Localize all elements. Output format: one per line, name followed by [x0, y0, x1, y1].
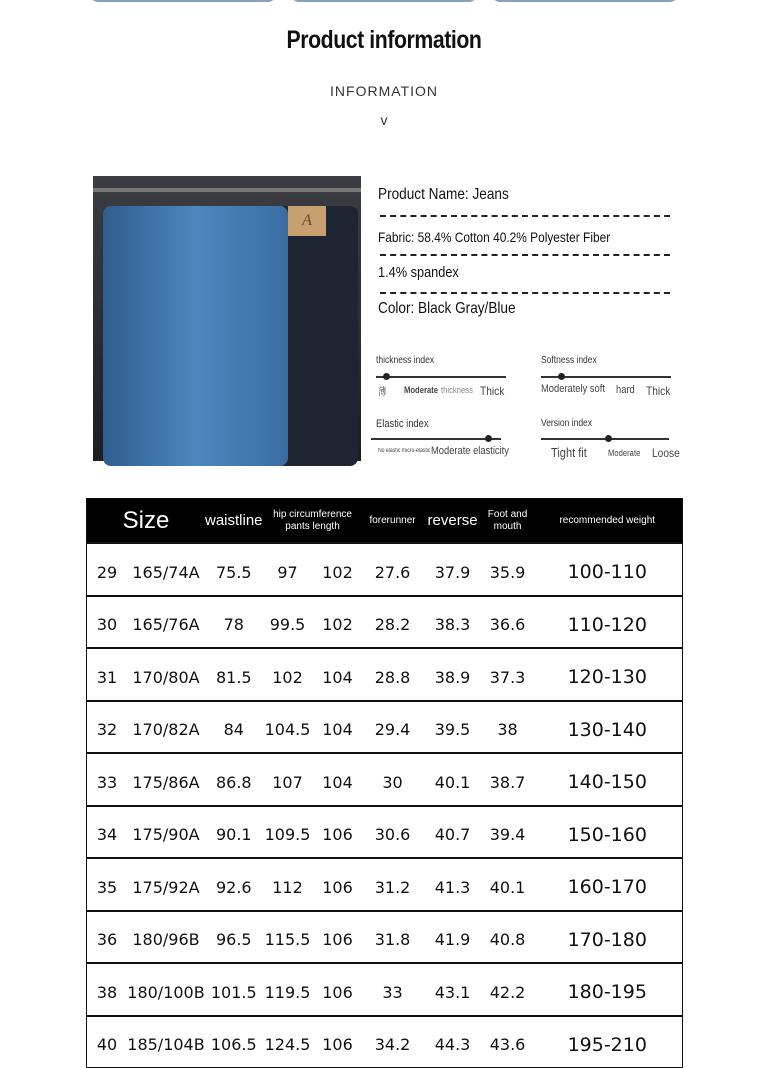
header-weight: recommended weight — [533, 499, 683, 544]
table-cell: 180/96B — [127, 911, 205, 964]
table-cell: 170/82A — [127, 701, 205, 754]
table-cell: 106.5 — [205, 1016, 263, 1068]
table-cell: 30 — [87, 596, 128, 649]
table-cell: 33 — [87, 753, 128, 806]
softness-index-title: Softness index — [541, 355, 597, 366]
index-label: Loose — [652, 446, 680, 460]
table-cell: 97 — [263, 543, 313, 596]
table-row — [87, 701, 683, 754]
table-cell: 175/86A — [127, 753, 205, 806]
table-row — [87, 596, 683, 649]
table-cell: 96.5 — [205, 911, 263, 964]
index-label: Moderate — [608, 448, 641, 458]
table-row — [87, 648, 683, 701]
table-row — [87, 543, 683, 596]
index-label: hard — [616, 384, 635, 396]
table-cell: 84 — [205, 701, 263, 754]
table-cell: 102 — [263, 648, 313, 701]
table-cell: 165/76A — [127, 596, 205, 649]
gallery-thumbnail[interactable] — [492, 0, 678, 2]
table-cell: 40 — [87, 1016, 128, 1068]
table-cell: 101.5 — [205, 963, 263, 1016]
table-cell: 86.8 — [205, 753, 263, 806]
version-index-marker — [605, 435, 612, 442]
table-cell: 106 — [313, 911, 363, 964]
table-cell: 119.5 — [263, 963, 313, 1016]
table-cell: 31.8 — [363, 911, 423, 964]
section-subtitle: INFORMATION — [330, 83, 438, 99]
page-title: Product information — [286, 26, 482, 54]
table-cell: 38.7 — [483, 753, 533, 806]
thickness-index-title: thickness index — [376, 355, 435, 366]
index-label: Moderate elasticity — [431, 445, 509, 457]
table-cell: 92.6 — [205, 858, 263, 911]
table-cell: 140-150 — [533, 753, 683, 806]
table-cell: 29 — [87, 543, 128, 596]
table-cell: 40.1 — [423, 753, 483, 806]
table-cell: 31.2 — [363, 858, 423, 911]
softness-index-marker — [558, 373, 565, 380]
table-cell: 120-130 — [533, 648, 683, 701]
header-foot-mouth: Foot and mouth — [483, 499, 533, 544]
table-cell: 39.5 — [423, 701, 483, 754]
table-cell: 90.1 — [205, 806, 263, 859]
table-cell: 32 — [87, 701, 128, 754]
table-cell: 175/90A — [127, 806, 205, 859]
table-cell: 29.4 — [363, 701, 423, 754]
table-cell: 36 — [87, 911, 128, 964]
index-label: No elastic micro-elastic — [378, 448, 431, 454]
table-row — [87, 806, 683, 859]
table-cell: 78 — [205, 596, 263, 649]
version-index-title: Version index — [541, 418, 593, 429]
table-cell: 107 — [263, 753, 313, 806]
gallery-thumbnail[interactable] — [90, 0, 276, 2]
header-hip-length: hip circumference pants length — [263, 499, 363, 544]
table-cell: 42.2 — [483, 963, 533, 1016]
table-cell: 41.3 — [423, 858, 483, 911]
table-cell: 41.9 — [423, 911, 483, 964]
table-cell: 44.3 — [423, 1016, 483, 1068]
table-cell: 104 — [313, 701, 363, 754]
table-cell: 38.3 — [423, 596, 483, 649]
header-waistline: waistline — [205, 499, 263, 544]
table-cell: 27.6 — [363, 543, 423, 596]
table-cell: 102 — [313, 543, 363, 596]
header-size: Size — [87, 499, 206, 544]
table-cell: 100-110 — [533, 543, 683, 596]
table-cell: 43.1 — [423, 963, 483, 1016]
product-photo — [93, 176, 361, 461]
table-cell: 104.5 — [263, 701, 313, 754]
table-cell: 106 — [313, 1016, 363, 1068]
index-label: 薄 — [378, 387, 387, 398]
table-row — [87, 753, 683, 806]
table-cell: 35 — [87, 858, 128, 911]
table-cell: 28.8 — [363, 648, 423, 701]
table-cell: 34 — [87, 806, 128, 859]
table-cell: 75.5 — [205, 543, 263, 596]
thickness-index-marker — [383, 373, 390, 380]
table-cell: 31 — [87, 648, 128, 701]
table-cell: 180/100B — [127, 963, 205, 1016]
size-chart-table — [86, 498, 683, 1068]
table-cell: 38.9 — [423, 648, 483, 701]
table-row — [87, 911, 683, 964]
index-label: Moderate — [404, 385, 439, 395]
table-row — [87, 858, 683, 911]
table-cell: 81.5 — [205, 648, 263, 701]
table-cell: 170/80A — [127, 648, 205, 701]
table-cell: 130-140 — [533, 701, 683, 754]
index-label: Moderately soft — [541, 383, 605, 395]
table-cell: 30 — [363, 753, 423, 806]
table-cell: 104 — [313, 648, 363, 701]
table-cell: 180-195 — [533, 963, 683, 1016]
table-cell: 38 — [87, 963, 128, 1016]
index-label: thickness — [441, 385, 473, 395]
table-cell: 175/92A — [127, 858, 205, 911]
table-cell: 102 — [313, 596, 363, 649]
elastic-index-marker — [485, 435, 492, 442]
table-cell: 30.6 — [363, 806, 423, 859]
table-cell: 165/74A — [127, 543, 205, 596]
table-cell: 28.2 — [363, 596, 423, 649]
index-label: Thick — [480, 384, 505, 398]
table-cell: 39.4 — [483, 806, 533, 859]
table-cell: 40.1 — [483, 858, 533, 911]
table-cell: 106 — [313, 858, 363, 911]
table-cell: 160-170 — [533, 858, 683, 911]
table-cell: 33 — [363, 963, 423, 1016]
product-fabric: Fabric: 58.4% Cotton 40.2% Polyester Fiber — [378, 229, 611, 245]
index-label: Thick — [646, 384, 671, 398]
table-cell: 106 — [313, 963, 363, 1016]
table-cell: 40.7 — [423, 806, 483, 859]
table-cell: 110-120 — [533, 596, 683, 649]
table-cell: 99.5 — [263, 596, 313, 649]
table-cell: 37.3 — [483, 648, 533, 701]
header-forerunner: forerunner — [363, 499, 423, 544]
table-cell: 112 — [263, 858, 313, 911]
elastic-index-title: Elastic index — [376, 418, 429, 430]
table-cell: 38 — [483, 701, 533, 754]
table-cell: 195-210 — [533, 1016, 683, 1068]
product-color: Color: Black Gray/Blue — [378, 300, 516, 317]
down-marker: v — [380, 112, 388, 128]
table-row — [87, 1016, 683, 1068]
table-cell: 115.5 — [263, 911, 313, 964]
header-reverse: reverse — [423, 499, 483, 544]
table-cell: 106 — [313, 806, 363, 859]
table-cell: 37.9 — [423, 543, 483, 596]
table-cell: 36.6 — [483, 596, 533, 649]
table-cell: 35.9 — [483, 543, 533, 596]
table-cell: 124.5 — [263, 1016, 313, 1068]
table-cell: 34.2 — [363, 1016, 423, 1068]
product-fabric-cont: 1.4% spandex — [378, 264, 459, 281]
table-cell: 40.8 — [483, 911, 533, 964]
index-label: Tight fit — [551, 445, 587, 460]
table-cell: 104 — [313, 753, 363, 806]
table-cell: 109.5 — [263, 806, 313, 859]
table-cell: 43.6 — [483, 1016, 533, 1068]
table-row — [87, 963, 683, 1016]
brand-tag: A — [288, 206, 326, 236]
product-name: Product Name: Jeans — [378, 186, 509, 203]
table-cell: 185/104B — [127, 1016, 205, 1068]
gallery-thumbnail[interactable] — [291, 0, 477, 2]
table-cell: 170-180 — [533, 911, 683, 964]
table-cell: 150-160 — [533, 806, 683, 859]
